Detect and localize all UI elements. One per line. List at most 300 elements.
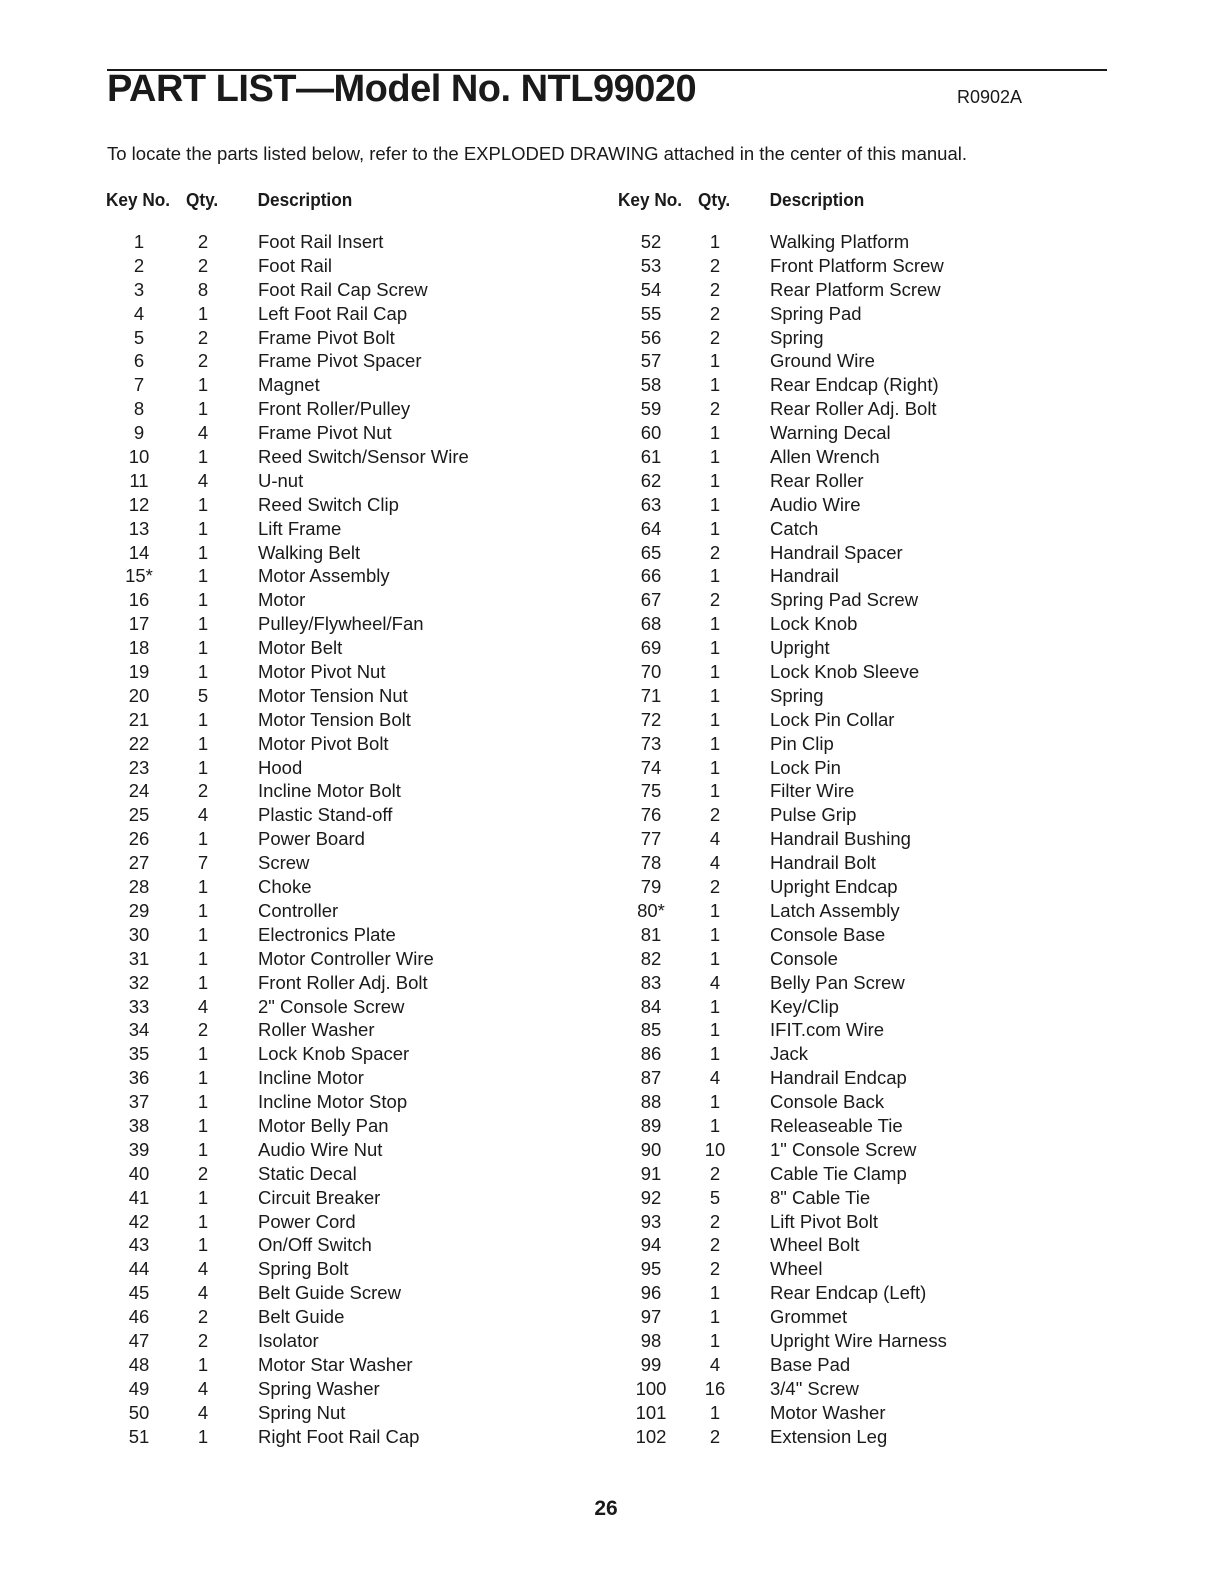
part-qty: 1: [197, 1353, 209, 1375]
part-qty: 1: [709, 661, 721, 683]
part-key-no: 92: [640, 1186, 662, 1208]
qty-header: Qty.: [697, 189, 731, 210]
part-qty: 1: [709, 684, 721, 706]
part-qty: 4: [709, 828, 721, 850]
part-description: Rear Platform Screw: [770, 278, 941, 300]
part-key-no: 24: [128, 780, 150, 802]
part-qty: 1: [197, 899, 209, 921]
part-description: Incline Motor Stop: [258, 1091, 408, 1113]
part-key-no: 57: [640, 350, 662, 372]
part-key-no: 26: [128, 828, 150, 850]
part-description: Upright Endcap: [770, 876, 898, 898]
part-qty: 2: [709, 254, 721, 276]
part-qty: 5: [709, 1186, 721, 1208]
part-qty: 1: [197, 1114, 209, 1136]
part-description: Power Board: [258, 828, 365, 850]
part-key-no: 96: [640, 1282, 662, 1304]
part-qty: 1: [709, 947, 721, 969]
part-qty: 2: [197, 1306, 209, 1328]
part-key-no: 42: [128, 1210, 150, 1232]
part-description: Roller Washer: [258, 1019, 375, 1041]
part-qty: 4: [709, 852, 721, 874]
part-key-no: 72: [640, 708, 662, 730]
part-key-no: 77: [640, 828, 662, 850]
part-description: Spring Pad: [770, 302, 862, 324]
part-key-no: 10: [128, 446, 150, 468]
part-description: Spring Washer: [258, 1377, 380, 1399]
part-description: Choke: [258, 876, 312, 898]
part-description: Front Roller Adj. Bolt: [258, 971, 428, 993]
part-description: Isolator: [258, 1329, 319, 1351]
part-description: Spring: [770, 684, 824, 706]
part-key-no: 2: [133, 254, 145, 276]
part-key-no: 11: [129, 469, 149, 491]
part-key-no: 66: [640, 565, 662, 587]
part-qty: 2: [709, 1210, 721, 1232]
part-description: Motor Washer: [770, 1401, 886, 1423]
part-qty: 1: [709, 637, 721, 659]
part-description: Plastic Stand-off: [258, 804, 393, 826]
part-description: Spring Bolt: [258, 1258, 349, 1280]
part-description: Lock Pin: [770, 756, 841, 778]
part-key-no: 83: [640, 971, 662, 993]
part-qty: 2: [709, 1258, 721, 1280]
part-key-no: 15*: [125, 565, 153, 587]
revision-code: R0902A: [957, 87, 1023, 107]
part-description: Handrail Bushing: [770, 828, 911, 850]
part-description: Incline Motor Bolt: [258, 780, 401, 802]
part-key-no: 87: [640, 1067, 662, 1089]
part-description: Static Decal: [258, 1162, 357, 1184]
part-qty: 1: [197, 1067, 209, 1089]
part-key-no: 5: [133, 326, 145, 348]
part-key-no: 21: [128, 708, 150, 730]
part-description: Rear Endcap (Right): [770, 374, 939, 396]
part-key-no: 90: [640, 1138, 662, 1160]
part-qty: 4: [709, 1353, 721, 1375]
part-qty: 1: [197, 828, 209, 850]
part-key-no: 73: [640, 732, 662, 754]
part-qty: 1: [709, 1401, 721, 1423]
part-description: Base Pad: [770, 1353, 851, 1375]
part-key-no: 74: [640, 756, 662, 778]
part-key-no: 8: [133, 398, 145, 420]
part-key-no: 95: [640, 1258, 662, 1280]
part-key-no: 67: [640, 589, 662, 611]
part-qty: 2: [197, 780, 209, 802]
part-qty: 2: [709, 278, 721, 300]
part-key-no: 4: [133, 302, 145, 324]
part-key-no: 35: [128, 1043, 150, 1065]
part-key-no: 98: [640, 1329, 662, 1351]
part-key-no: 99: [640, 1353, 662, 1375]
part-key-no: 86: [640, 1043, 662, 1065]
part-key-no: 64: [640, 517, 662, 539]
part-key-no: 60: [640, 422, 662, 444]
part-key-no: 53: [640, 254, 662, 276]
part-qty: 1: [709, 923, 721, 945]
part-description: Upright Wire Harness: [770, 1329, 947, 1351]
part-description: Lock Knob: [770, 613, 858, 635]
part-description: 8" Cable Tie: [770, 1186, 871, 1208]
part-description: Motor Pivot Bolt: [258, 732, 389, 754]
part-description: Wheel: [770, 1258, 823, 1280]
part-key-no: 97: [640, 1306, 662, 1328]
part-key-no: 18: [128, 637, 150, 659]
part-key-no: 29: [128, 899, 150, 921]
part-key-no: 93: [640, 1210, 662, 1232]
part-qty: 2: [709, 589, 721, 611]
part-qty: 1: [709, 899, 721, 921]
part-qty: 1: [709, 1114, 721, 1136]
part-key-no: 6: [133, 350, 145, 372]
description-header: Description: [769, 189, 865, 210]
part-qty: 1: [709, 732, 721, 754]
part-qty: 10: [704, 1138, 726, 1160]
part-qty: 1: [709, 231, 721, 252]
part-description: Front Roller/Pulley: [258, 398, 411, 420]
part-qty: 1: [709, 1306, 721, 1328]
description-header: Description: [257, 189, 353, 210]
part-qty: 1: [709, 613, 721, 635]
part-qty: 4: [197, 1377, 209, 1399]
part-description: Belt Guide: [258, 1306, 345, 1328]
part-description: Jack: [770, 1043, 809, 1065]
part-qty: 4: [197, 422, 209, 444]
part-qty: 2: [709, 302, 721, 324]
part-description: 1" Console Screw: [770, 1138, 917, 1160]
part-qty: 2: [197, 254, 209, 276]
part-qty: 1: [197, 756, 209, 778]
part-qty: 1: [709, 708, 721, 730]
part-key-no: 102: [635, 1425, 667, 1447]
part-key-no: 47: [128, 1329, 150, 1351]
part-key-no: 7: [133, 374, 145, 396]
part-description: Left Foot Rail Cap: [258, 302, 408, 324]
part-key-no: 84: [640, 995, 662, 1017]
part-description: Front Platform Screw: [770, 254, 944, 276]
part-description: Reed Switch/Sensor Wire: [258, 446, 469, 468]
part-key-no: 70: [640, 661, 662, 683]
part-qty: 1: [709, 995, 721, 1017]
part-qty: 2: [709, 804, 721, 826]
part-qty: 1: [197, 708, 209, 730]
part-qty: 4: [197, 1401, 209, 1423]
part-qty: 2: [197, 231, 209, 252]
part-qty: 4: [197, 804, 209, 826]
part-description: Foot Rail Cap Screw: [258, 278, 428, 300]
part-key-no: 43: [128, 1234, 150, 1256]
part-key-no: 59: [640, 398, 662, 420]
part-description: Controller: [258, 899, 339, 921]
part-description: Belly Pan Screw: [770, 971, 905, 993]
part-key-no: 75: [640, 780, 662, 802]
part-key-no: 81: [640, 923, 662, 945]
part-description: Motor: [258, 589, 306, 611]
part-description: Motor Assembly: [258, 565, 390, 587]
part-description: Upright: [770, 637, 830, 659]
part-qty: 8: [197, 278, 209, 300]
part-description: Audio Wire Nut: [258, 1138, 383, 1160]
part-description: Console Back: [770, 1091, 885, 1113]
part-qty: 1: [197, 1138, 209, 1160]
part-key-no: 17: [128, 613, 150, 635]
part-qty: 1: [709, 1091, 721, 1113]
part-description: Right Foot Rail Cap: [258, 1425, 420, 1447]
part-key-no: 32: [128, 971, 150, 993]
part-key-no: 54: [640, 278, 662, 300]
part-qty: 1: [197, 541, 209, 563]
part-key-no: 36: [128, 1067, 150, 1089]
part-qty: 2: [709, 1162, 721, 1184]
part-description: Foot Rail Insert: [258, 231, 384, 252]
part-description: Incline Motor: [258, 1067, 364, 1089]
part-key-no: 30: [128, 923, 150, 945]
part-qty: 2: [197, 1019, 209, 1041]
part-key-no: 28: [128, 876, 150, 898]
part-description: Motor Controller Wire: [258, 947, 434, 969]
part-key-no: 94: [640, 1234, 662, 1256]
part-key-no: 89: [640, 1114, 662, 1136]
part-qty: 1: [197, 398, 209, 420]
part-key-no: 33: [128, 995, 150, 1017]
part-qty: 4: [709, 1067, 721, 1089]
part-key-no: 38: [128, 1114, 150, 1136]
part-description: Walking Platform: [770, 231, 910, 252]
part-qty: 1: [197, 732, 209, 754]
part-key-no: 88: [640, 1091, 662, 1113]
part-key-no: 56: [640, 326, 662, 348]
part-description: Rear Roller Adj. Bolt: [770, 398, 937, 420]
part-qty: 1: [709, 469, 721, 491]
part-description: U-nut: [258, 469, 304, 491]
part-key-no: 58: [640, 374, 662, 396]
part-qty: 2: [197, 350, 209, 372]
part-qty: 1: [197, 493, 209, 515]
part-qty: 1: [709, 780, 721, 802]
intro-text: To locate the parts listed below, refer to the EXPLODED DRAWING attached in the center of this manual.: [107, 143, 967, 164]
part-description: Handrail: [770, 565, 839, 587]
page-title: PART LIST—Model No. NTL99020: [107, 68, 697, 110]
part-description: Console: [770, 947, 838, 969]
part-description: Lock Pin Collar: [770, 708, 895, 730]
part-description: Power Cord: [258, 1210, 356, 1232]
part-description: Extension Leg: [770, 1425, 888, 1447]
part-description: Reed Switch Clip: [258, 493, 399, 515]
part-description: Warning Decal: [770, 422, 891, 444]
part-description: Grommet: [770, 1306, 848, 1328]
part-key-no: 20: [128, 684, 150, 706]
part-description: Catch: [770, 517, 819, 539]
part-qty: 1: [197, 302, 209, 324]
part-qty: 1: [709, 1329, 721, 1351]
part-description: Frame Pivot Nut: [258, 422, 392, 444]
part-description: Spring Nut: [258, 1401, 346, 1423]
part-qty: 1: [197, 1186, 209, 1208]
part-key-no: 48: [128, 1353, 150, 1375]
part-key-no: 85: [640, 1019, 662, 1041]
part-qty: 1: [709, 517, 721, 539]
part-description: Frame Pivot Spacer: [258, 350, 422, 372]
part-description: Spring: [770, 326, 824, 348]
part-qty: 2: [197, 1329, 209, 1351]
part-key-no: 78: [640, 852, 662, 874]
part-key-no: 13: [128, 517, 150, 539]
part-description: Lock Knob Sleeve: [770, 661, 920, 683]
key-no-header: Key No.: [106, 189, 171, 210]
part-key-no: 71: [640, 684, 662, 706]
part-key-no: 50: [128, 1401, 150, 1423]
part-qty: 4: [197, 1258, 209, 1280]
part-qty: 2: [709, 876, 721, 898]
part-description: Walking Belt: [258, 541, 361, 563]
part-key-no: 9: [133, 422, 145, 444]
part-description: Handrail Bolt: [770, 852, 876, 874]
part-key-no: 91: [640, 1162, 662, 1184]
part-description: Motor Tension Nut: [258, 684, 408, 706]
part-key-no: 79: [640, 876, 662, 898]
part-qty: 1: [197, 1234, 209, 1256]
part-qty: 1: [197, 565, 209, 587]
part-qty: 1: [709, 756, 721, 778]
part-description: Handrail Spacer: [770, 541, 903, 563]
part-description: Allen Wrench: [770, 446, 880, 468]
part-key-no: 40: [128, 1162, 150, 1184]
part-description: Pin Clip: [770, 732, 834, 754]
part-description: Lift Pivot Bolt: [770, 1210, 878, 1232]
part-description: Console Base: [770, 923, 886, 945]
part-qty: 1: [197, 517, 209, 539]
part-qty: 1: [197, 661, 209, 683]
part-qty: 1: [709, 493, 721, 515]
part-key-no: 34: [128, 1019, 150, 1041]
part-qty: 1: [709, 1282, 721, 1304]
part-key-no: 23: [128, 756, 150, 778]
part-key-no: 80*: [637, 899, 665, 921]
part-key-no: 16: [128, 589, 150, 611]
part-key-no: 55: [640, 302, 662, 324]
part-description: Ground Wire: [770, 350, 875, 372]
part-key-no: 14: [128, 541, 150, 563]
part-qty: 1: [197, 876, 209, 898]
part-qty: 1: [197, 1210, 209, 1232]
part-key-no: 19: [128, 661, 150, 683]
part-description: Pulley/Flywheel/Fan: [258, 613, 424, 635]
part-key-no: 22: [128, 732, 150, 754]
part-description: Hood: [258, 756, 303, 778]
part-description: Rear Roller: [770, 469, 864, 491]
part-key-no: 49: [128, 1377, 150, 1399]
part-key-no: 27: [128, 852, 150, 874]
part-qty: 1: [197, 637, 209, 659]
part-qty: 1: [709, 422, 721, 444]
part-description: Belt Guide Screw: [258, 1282, 401, 1304]
part-description: Frame Pivot Bolt: [258, 326, 395, 348]
part-key-no: 3: [133, 278, 145, 300]
part-description: Screw: [258, 852, 310, 874]
part-qty: 2: [197, 326, 209, 348]
part-key-no: 39: [128, 1138, 150, 1160]
part-qty: 7: [197, 852, 209, 874]
part-description: Latch Assembly: [770, 899, 900, 921]
part-qty: 1: [197, 1091, 209, 1113]
part-qty: 1: [709, 1019, 721, 1041]
part-qty: 1: [709, 350, 721, 372]
part-description: Foot Rail: [258, 254, 333, 276]
part-description: Cable Tie Clamp: [770, 1162, 907, 1184]
part-qty: 4: [197, 1282, 209, 1304]
part-qty: 2: [709, 398, 721, 420]
part-key-no: 37: [128, 1091, 150, 1113]
part-description: Rear Endcap (Left): [770, 1282, 927, 1304]
part-description: Filter Wire: [770, 780, 855, 802]
part-qty: 1: [197, 947, 209, 969]
qty-header: Qty.: [185, 189, 219, 210]
part-key-no: 25: [128, 804, 150, 826]
part-key-no: 63: [640, 493, 662, 515]
part-qty: 1: [197, 971, 209, 993]
key-no-header: Key No.: [618, 189, 683, 210]
part-key-no: 51: [128, 1425, 150, 1447]
part-description: 2" Console Screw: [258, 995, 405, 1017]
part-qty: 1: [197, 1425, 209, 1447]
part-qty: 16: [704, 1377, 726, 1399]
part-description: Magnet: [258, 374, 320, 396]
part-qty: 1: [197, 923, 209, 945]
part-description: Lift Frame: [258, 517, 342, 539]
part-key-no: 65: [640, 541, 662, 563]
part-qty: 2: [709, 1234, 721, 1256]
part-qty: 2: [709, 326, 721, 348]
part-qty: 1: [709, 374, 721, 396]
page-number: 26: [594, 1497, 618, 1520]
part-description: Releaseable Tie: [770, 1114, 903, 1136]
part-description: Key/Clip: [770, 995, 839, 1017]
part-key-no: 12: [128, 493, 150, 515]
part-qty: 1: [197, 446, 209, 468]
part-key-no: 82: [640, 947, 662, 969]
part-qty: 1: [197, 589, 209, 611]
part-description: Circuit Breaker: [258, 1186, 381, 1208]
part-qty: 1: [197, 1043, 209, 1065]
part-key-no: 69: [640, 637, 662, 659]
part-description: Spring Pad Screw: [770, 589, 919, 611]
part-description: Motor Belly Pan: [258, 1114, 389, 1136]
part-key-no: 52: [640, 231, 662, 252]
part-qty: 1: [197, 613, 209, 635]
part-qty: 5: [197, 684, 209, 706]
part-qty: 2: [197, 1162, 209, 1184]
part-key-no: 68: [640, 613, 662, 635]
part-description: Motor Tension Bolt: [258, 708, 411, 730]
part-qty: 2: [709, 1425, 721, 1447]
part-description: On/Off Switch: [258, 1234, 372, 1256]
part-description: Electronics Plate: [258, 923, 396, 945]
part-description: Motor Belt: [258, 637, 343, 659]
part-description: IFIT.com Wire: [770, 1019, 885, 1041]
part-description: Wheel Bolt: [770, 1234, 860, 1256]
part-description: Handrail Endcap: [770, 1067, 907, 1089]
part-description: Audio Wire: [770, 493, 861, 515]
part-qty: 4: [197, 995, 209, 1017]
part-key-no: 41: [128, 1186, 150, 1208]
part-qty: 1: [709, 1043, 721, 1065]
part-qty: 1: [709, 446, 721, 468]
part-key-no: 76: [640, 804, 662, 826]
part-qty: 4: [197, 469, 209, 491]
part-description: Motor Star Washer: [258, 1353, 413, 1375]
part-qty: 4: [709, 971, 721, 993]
